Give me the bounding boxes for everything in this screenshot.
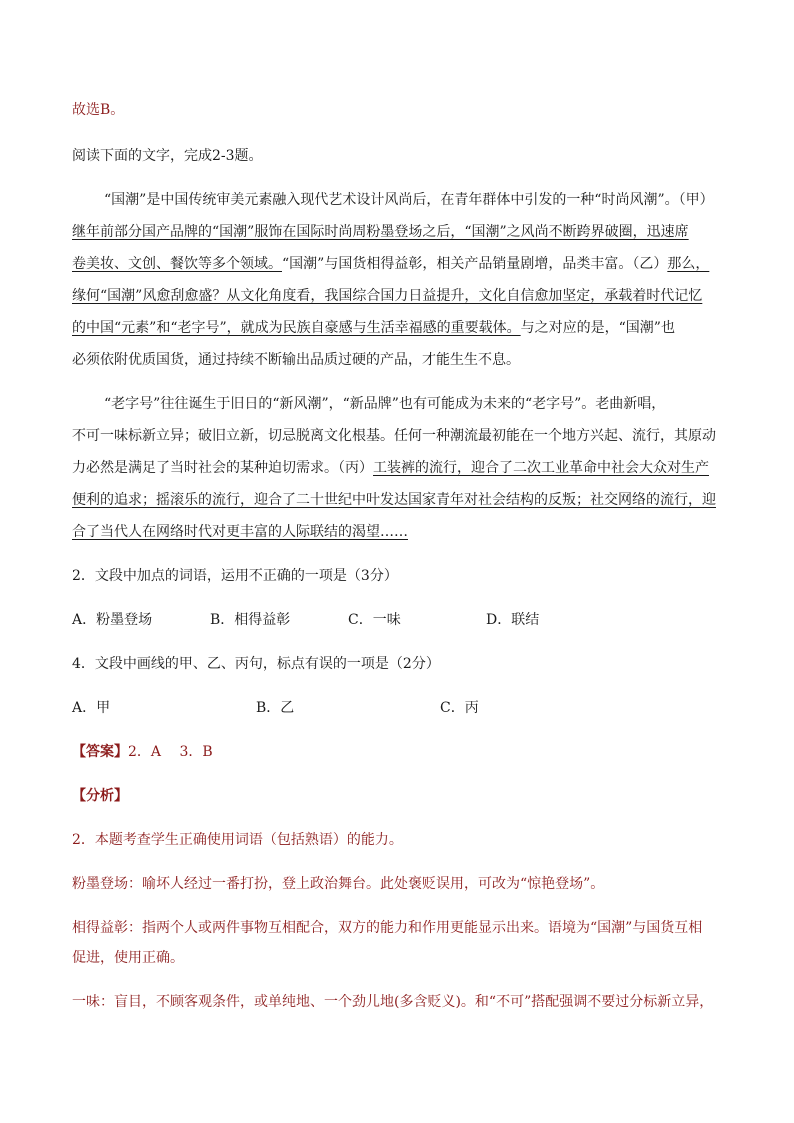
- analysis-label: 【分析】: [72, 788, 128, 804]
- reading-instruction: 阅读下面的文字，完成2-3题。: [72, 148, 263, 164]
- passage1-line5: [72, 318, 675, 338]
- passage2-line3-start: 力必然是满足了当时社会的某种迫切需求。（丙）: [72, 460, 373, 476]
- analysis-point1: 2．本题考查学生正确使用词语（包括熟语）的能力。: [72, 832, 403, 848]
- question4-option-a: A．甲: [72, 700, 111, 716]
- analysis-point3-line2: 促进，使用正确。: [72, 950, 184, 966]
- answer-text: 2．A 3．B: [128, 744, 213, 760]
- sentence-yi-start: 那么，: [667, 256, 710, 272]
- sentence-yi-end: 的中国“元素”和“老字号”，就成为民族自豪感与生活幸福感的重要载体。: [72, 320, 521, 336]
- passage1-line2-underlined: 继年前部分国产品牌的“国潮”服饰在国际时尚周粉墨登场之后，“国潮”之风尚不断跨界破圈，迅速席: [72, 224, 689, 240]
- passage2-line2: 不可一味标新立异；破旧立新，切忌脱离文化根基。任何一种潮流最初能在一个地方兴起、流行，其原动: [72, 428, 716, 444]
- top-answer: 故选B。: [72, 102, 125, 118]
- answer-label: 【答案】: [72, 744, 128, 760]
- analysis-point4: 一味：盲目，不顾客观条件，或单纯地、一个劲儿地(多含贬义)。和“不可”搭配强调不要过分标新立异，: [72, 994, 714, 1010]
- passage1-line3-mid: “国潮”与国货相得益彰，相关产品销量剧增，品类丰富。（乙）: [282, 256, 668, 272]
- question4-option-b: B．乙: [256, 700, 295, 716]
- sentence-bing-start: 工装裤的流行，迎合了二次工业革命中社会大众对生产: [373, 460, 709, 476]
- passage2-line5-underlined: 合了当代人在网络时代对更丰富的人际联结的渴望……: [72, 524, 408, 540]
- question4-option-c: C．丙: [440, 700, 479, 716]
- passage1-line3: [72, 254, 709, 274]
- passage2-line4-underlined: 便利的追求；摇滚乐的流行，迎合了二十世纪中叶发达国家青年对社会结构的反叛；社交网络的流行，迎: [72, 492, 716, 508]
- analysis-point2: 粉墨登场：喻坏人经过一番打扮，登上政治舞台。此处褒贬误用，可改为“惊艳登场”。: [72, 876, 605, 892]
- passage1-line5-rest: 与之对应的是，“国潮”也: [520, 320, 675, 336]
- analysis-point3-line1: 相得益彰：指两个人或两件事物互相配合，双方的能力和作用更能显示出来。语境为“国潮”与国货互相: [72, 920, 703, 936]
- sentence-jia-end: 卷美妆、文创、餐饮等多个领域。: [72, 256, 282, 272]
- question4-stem: 4．文段中画线的甲、乙、丙句，标点有误的一项是（2分）: [72, 656, 440, 672]
- passage2-line1: “老字号”往往诞生于旧日的“新风潮”，“新品牌”也有可能成为未来的“老字号”。老曲新唱，: [104, 396, 666, 412]
- passage1-line4-underlined: 缘何“国潮”风愈刮愈盛？从文化角度看，我国综合国力日益提升，文化自信愈加坚定，承载着时代记忆: [72, 288, 703, 304]
- question2-option-b: B．相得益彰: [210, 612, 291, 628]
- passage1-line1: “国潮”是中国传统审美元素融入现代艺术设计风尚后，在青年群体中引发的一种“时尚风潮”。（甲）: [104, 192, 714, 208]
- question2-stem: 2．文段中加点的词语，运用不正确的一项是（3分）: [72, 568, 398, 584]
- passage2-line3: [72, 458, 709, 478]
- question2-option-c: C．一味: [348, 612, 401, 628]
- question2-option-a: A．粉墨登场: [72, 612, 153, 628]
- answer-line: [72, 742, 213, 762]
- passage1-line6: 必须依附优质国货，通过持续不断输出品质过硬的产品，才能生生不息。: [72, 352, 520, 368]
- question2-option-d: D．联结: [486, 612, 540, 628]
